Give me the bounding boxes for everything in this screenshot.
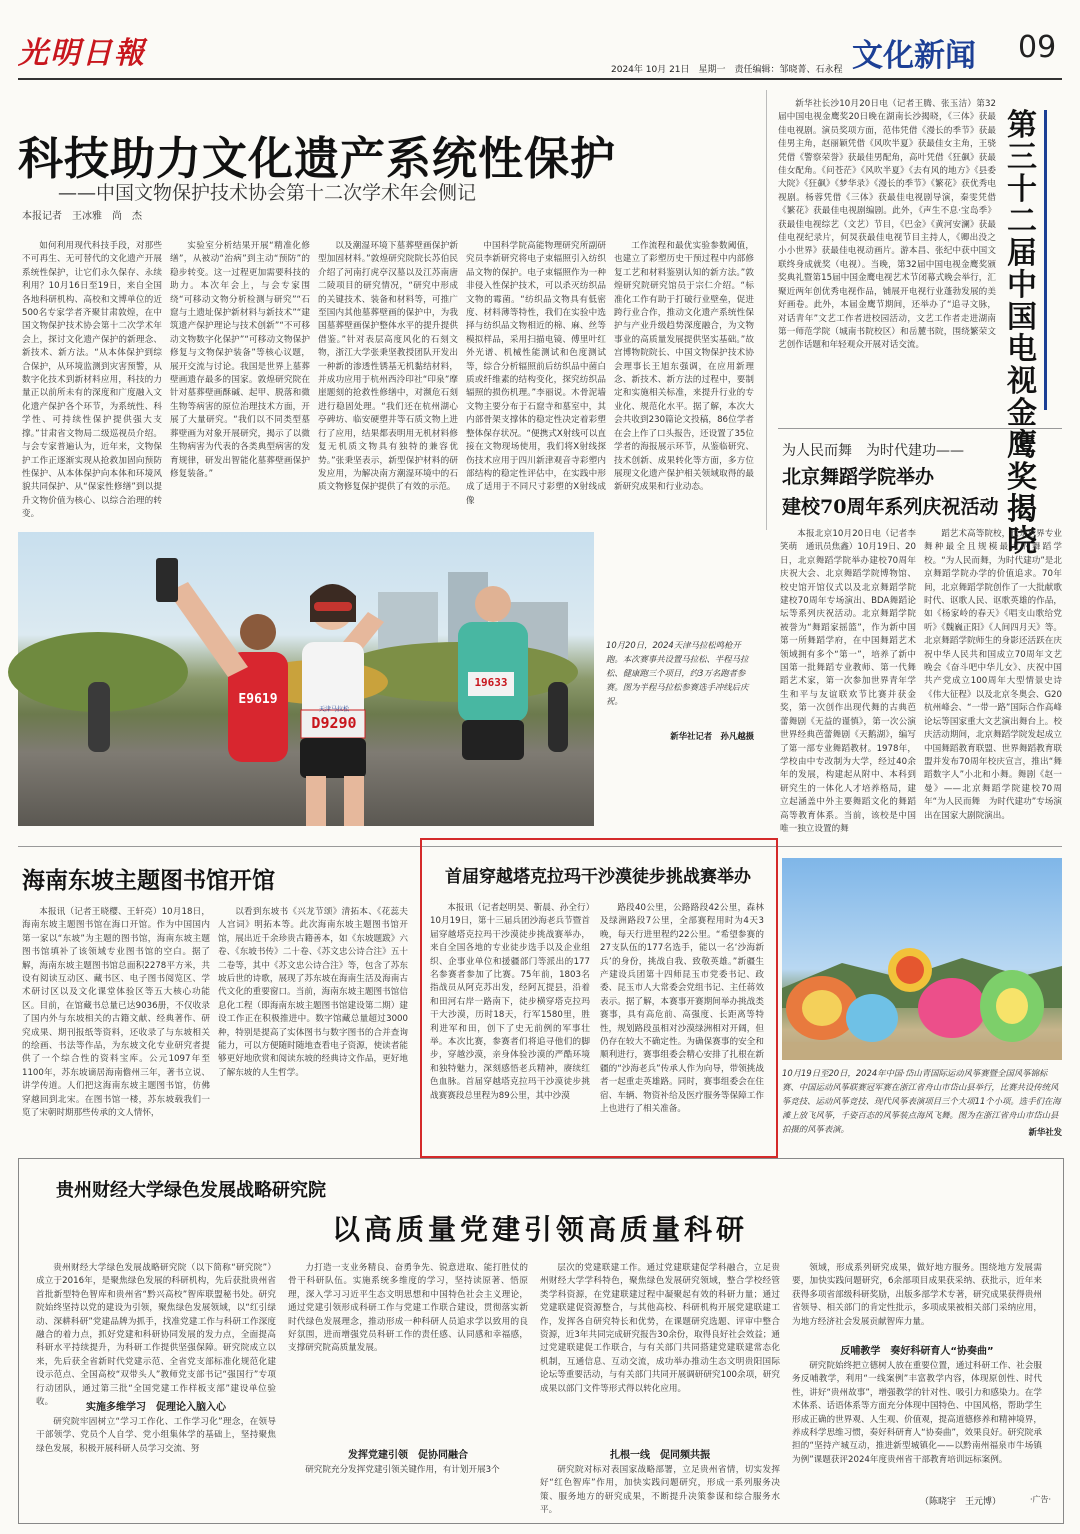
guizhou-column-3: 层次的党建联建工作。通过党建联建促学科融合，立足贵州财经大学学科特色，聚焦绿色发展研究领域，整合学校经管类学科资源，在党建联建过程中凝聚起有效的科研力量；通过党建联建促资源整合，与其他高校、科研机构开展党建联建工作，发挥各自研究特长和优势，在课题研究选题、评审中整合资源，近3年共同完成研究报告30余份，取得良好社会效益；通过党建联建促工作联合，与有关部门共同搭建党建联建常态化机制，互通信息、互动交流，成功举办推动生态文明贵阳国际论坛等重要活动，与有关部门共同开展调研研究100余项，研究成果以部门文件等形式得以转化应用。	[540, 1263, 780, 1394]
newspaper-logo: 光明日報	[18, 36, 146, 71]
guizhou-subhead-2: 发挥党建引领 促协同融合	[348, 1450, 468, 1461]
kite-photo	[782, 858, 1062, 1060]
desert-column-1: 本报讯（记者赵明昊、靳晨、孙全行）10月19日，第十三届兵团沙海老兵节暨首届穿越塔克拉玛干沙漠徒步挑战赛举办，来自全国各地的专业徒步选手以及企业组织、企事业单位和援疆部门等派出的177名参赛者参加了比赛。75年前，1803名指战员从阿克苏出发，经阿瓦提县，沿着和田河右岸一路南下，徒步横穿塔克拉玛干大沙漠，历时18天，行军1580里，胜利进军和田，创下了史无前例的军事壮举。本次比赛，参赛者们将追寻他们的脚步，穿越沙漠，亲身体验沙漠的严酷环境和独特魅力，深刻感悟老兵精神，赓续红色血脉。首届穿越塔克拉玛干沙漠徒步挑战赛赛段总里程为89公里，其中沙漠	[430, 903, 590, 1101]
section-title: 文化新闻	[852, 38, 976, 74]
guizhou-column-2: 力打造一支业务精良、奋勇争先、锐意进取、能打胜仗的骨干科研队伍。实施系统多维度的学习，坚持读原著、悟原理，深入学习习近平生态文明思想和中国特色社会主义理论，通过党建引领形成科研工作与党建工作联合建设，贯彻落实新时代绿色发展理念，推动形成一种科研人员追求学以致用的良好氛围，进而增强党员科研工作的责任感、认同感和幸福感，支撑研究院高质量发展。	[288, 1263, 528, 1354]
column-divider	[766, 90, 767, 530]
kite-caption: 10月19日至20日，2024年中国·岱山青国际运动风筝赛暨全国风筝锦标赛、中国运动风筝联赛冠军赛在浙江省舟山市岱山县举行，比赛共设传统风筝竞技、运动风筝竞技、现代风筝表演项目三个大项11个小项。选手们在海滩上放飞风筝，千姿百态的风筝装点海风飞舞。图为在浙江省舟山市岱山县拍摄的风筝表演。	[782, 1068, 1061, 1134]
guizhou-subhead-3: 扎根一线 促同频共振	[610, 1450, 710, 1461]
lead-column-2: 实验室分析结果开展“精准化修缮”，从被动“治病”到主动“预防”的稳步转变。这一过程更加需要科技的助力。本次年会上，与会专家围绕“可移动文物分析检测与研究”“石窟与土遗址保护新材料与新技术”“建筑遗产保护理论与技术创新”“不可移动文物数字化保护”“可移动文物保护修复与文物保护装备”等核心议题，展开交流与讨论。我国是世界上墓葬壁画遗存最多的国家。敦煌研究院在针对墓葬壁画酥碱、起甲、脱落和微生物等病害的原位治理技术方面，开展了大量研究。“我们以不同类型墓葬壁画为对象开展研究，揭示了以微生物病害为代表的各类典型病害的发育规律，研发出智能化墓葬壁画保护修复装备。”	[170, 241, 310, 479]
page-number: 09	[1018, 30, 1057, 65]
dance-headline-2: 建校70周年系列庆祝活动	[782, 496, 999, 518]
lead-column-1: 如何利用现代科技手段，对那些不可再生、无可替代的文化遗产开展系统性保护，让它们永久保存、永续利用？10月16日至19日，来自全国各地科研机构、高校和文博单位的近500名专家学者齐聚甘肃敦煌，在中国文物保护技术协会第十二次学术年会上，探讨文化遗产保护的新理念、新技术、新方法。“从本体保护到综合保护，从环境监测到灾害预警，从数字化技术到新材料应用，科技的力量正以前所未有的深度和广度融入文化遗产保护各个环节，为系统性、科学性、可持续性保护提供强大支撑。”甘肃省文物局二级巡视员介绍。与会专家普遍认为，近年来，文物保护工作正逐渐实现从抢救加固向预防性保护、从本体保护向本体和环境风貌共同保护、从“保家性修缮”到以提升文物价值为核心、以综合治理的转变。	[22, 241, 162, 520]
guizhou-column-1b: 研究院牢固树立“学习工作化、工作学习化”理念，在领导干部领学、党员个人自学、党小组集体学的基础上，坚持聚焦绿色发展，积极开展科研人员学习交流、努	[36, 1417, 276, 1454]
guizhou-headline: 以高质量党建引领高质量科研	[331, 1213, 748, 1246]
lead-byline: 本报记者 王冰雅 尚 杰	[22, 211, 142, 222]
dateline: 2024年 10月 21日 星期一 责任编辑：邹晓菁、石永程	[611, 65, 843, 75]
library-column-1: 本报讯（记者王晓樱、王轩亮）10月18日，海南东坡主题图书馆在海口开馆。作为中国国内第一家以“东坡”为主题的图书馆，海南东坡主题图书馆填补了该领域专业图书馆的空白。据了解，海南东坡主题图书馆总面积2278平方米，共设有阅读互动区、藏书区、电子图书阅览区、学术研讨区以及文化课堂体验区等五大核心功能区。目前，在馆藏书总量已达9036册，不仅收录了国内外与东坡相关的古籍文献、经典著作、研究成果、期刊报纸等资料，还收录了与东坡相关的绘画、书法等作品，为东坡文化专业研究者提供了一个综合性的资料宝库。公元1097年至1100年，苏东坡谪居海南儋州三年，著书立说、讲学传道。人们把这海南东坡主题图书馆，仿佛穿越回到北宋。在图书馆一楼，苏东坡载我们一览了宋朝时期那些传承的文人情怀，	[22, 907, 210, 1119]
dance-kicker: 为人民而舞 为时代建功——	[782, 443, 964, 459]
tv-award-vertical-headline: 第三十二届中国电视金鹰奖揭晓	[1007, 108, 1037, 559]
lead-headline: 科技助力文化遗产系统性保护	[18, 132, 617, 185]
marathon-photo	[18, 532, 594, 826]
masthead-rule	[18, 78, 1062, 80]
guizhou-column-1: 贵州财经大学绿色发展战略研究院（以下简称“研究院”）成立于2016年，是聚焦绿色发展的科研机构，先后获批贵州省首批新型特色智库和贵州省“黔兴高校”智库联盟秘书处。研究院始终坚持以党的建设为引领，聚焦绿色发展领域，以“红引绿动、深耕科研”党建品牌为抓手，找准党建工作与科研工作深度融合的着力点，抓好党建和科研协同发展的发力点，全面提高科研水平持续提升，为科研工作提供坚强保障。研究院成立以来，先后获全省新时代党建示范、全省党支部标准化规范化建设示范点、全国高校“双带头人”教师党支部书记“强国行”专项行动团队，通过第三批“全国党建工作样板支部”建设单位验收。	[36, 1263, 276, 1408]
right-runner-bib: 19633	[474, 676, 508, 689]
kite-credit: 新华社发	[1028, 1127, 1062, 1137]
guizhou-column-3b: 研究院对标对表国家战略部署，立足贵州省情，切实发挥好“红色智库”作用，加快实践问题研究，形成一系列服务决策、服务地方的研究成果，不断提升决策参谋和综合服务水平。	[540, 1465, 780, 1516]
left-runner-bib: E9619	[238, 692, 278, 707]
guizhou-column-4: 领域，形成系列研究成果，做好地方服务。围绕地方发展需要，加快实践问题研究，6余部项目成果获采纳、获批示，近年来获得多项省部级科研奖励，出版多部学术专著，研究成果获得贵州省领导、相关部门的肯定性批示，多项成果被相关部门采纳应用，为地方经济社会发展贡献智库力量。	[792, 1263, 1042, 1327]
lead-column-4: 中国科学院高能物理研究所副研究员李新研究将电子束辐照引入纺织品文物的保护。电子束辐照作为一种非侵入性保护技术，可以杀灭纺织品文物的霉菌。“纺织品文物具有低密度、材料薄等特性，我们在实验中选择与纺织品文物相近的棉、麻、丝等模拟样品，采用扫描电镜、傅里叶红外光谱、机械性能测试和色度测试等，综合分析辐照前后纺织品中菌白质或纤维素的结构变化，探究纺织品辐照的损伤机理。”李丽说。木骨泥墙文物主要分布于石窟寺和墓室中，其内部骨架支撑体的稳定性决定着彩塑整体保存状况。“便携式X射线可以直接在文物现场使用，我们将X射线探伤技术应用于四川新津观音寺彩塑内部结构的稳定性评估中，在实践中形成了适用于不同尺寸彩塑的X射线成像	[466, 241, 606, 506]
dance-column-2: 蹈艺术高等院校，也是世界专业舞种最全且规模最大的舞蹈学校。“为人民而舞，为时代建功”是北京舞蹈学院办学的价值追求。70年间，北京舞蹈学院创作了一大批献歌时代、讴歌人民、讴歌英雄的作品，如《杨家岭的春天》《唱支山歌给党听》《魏巍正阳》《人间四月天》等。北京舞蹈学院师生的身影还活跃在庆祝中华人民共和国成立70周年文艺晚会《奋斗吧中华儿女》、庆祝中国共产党成立100周年大型情景史诗《伟大征程》以及北京冬奥会、G20杭州峰会、“一带一路”国际合作高峰论坛等国家重大文艺演出舞台上。校庆活动期间，北京舞蹈学院发起成立中国舞蹈教育联盟、世界舞蹈教育联盟并发布70周年校庆宣言，推出“舞蹈数字人”小北和小舞。舞剧《赵一曼》——北京舞蹈学院建校70周年“为人民而舞 为时代建功”专场演出在国家大剧院演出。	[924, 529, 1062, 821]
tv-award-body: 新华社长沙10月20日电（记者王腾、张玉洁）第32届中国电视金鹰奖20日晚在湖南长沙揭晓，《三体》获最佳电视剧。演员奖项方面，范伟凭借《漫长的季节》获最佳男主角，赵丽颖凭借《风吹半夏》获最佳女主角，王骁凭借《警察荣誉》获最佳男配角，高叶凭借《狂飙》获最佳女配角。《问苍茫》《风吹半夏》《去有风的地方》《县委大院》《狂飙》《梦华录》《漫长的季节》《繁花》获优秀电视剧。杨蓉凭借《三体》获最佳电视剧导演，秦雯凭借《繁花》获最佳电视剧编剧。此外，《声生不息·宝岛季》获最佳电视综艺（文艺）节目，《巴金》《黄河安澜》获最佳电视纪录片，何炅获最佳电视节目主持人，《卿出没之小小世界》获最佳电视动画片。游本昌、张纪中获中国文联终身成就奖（电视）。当晚，第32届中国电视金鹰奖颁奖典礼暨第15届中国金鹰电视艺术节闭幕式晚会举行，汇聚近两年创优秀电视作品，铺展开电视行业蓬勃发展的美好画卷。此外，本届金鹰节期间，还举办了“追寻文脉，对话青年”文艺工作者进校园活动，文艺工作者走进湖南第一师范学院（城南书院校区）和岳麓书院，围绕繁荣文艺创作话题和年轻观众开展对话交流。	[778, 99, 996, 351]
marathon-credit: 新华社记者 孙凡越摄	[670, 731, 754, 741]
advertisement-mark: ·广告·	[1030, 1495, 1052, 1504]
library-headline: 海南东坡主题图书馆开馆	[22, 867, 275, 894]
guizhou-column-2b: 研究院充分发挥党建引领关键作用，有计划开展3个	[305, 1465, 500, 1475]
library-column-2: 以看到东坡书《兴龙节颂》清拓本、《花蕊夫人宫词》明拓本等。此次海南东坡主题图书馆开馆，展出近千余珍贵古籍善本，如《东坡题跋》六卷、《东坡书传》二十卷、《苏文忠公诗合注》五十二卷等，其中《苏文忠公诗合注》等，包含了苏东坡后世的诗歌，展现了苏东坡在海南生活及海南古代文化的重要窗口。当前，海南东坡主题图书馆信息化工程（即海南东坡主题图书馆建设第二期）建设工作正在积极推进中。数字馆藏总量超过3000种，特别是提高了实体图书与数字图书的合并查询能力，可以方便随时随地查看电子资源，使读者能够更好地欣赏和阅读东坡的经典诗文作品，更好地了解东坡的人生哲学。	[218, 907, 408, 1078]
desert-headline: 首届穿越塔克拉玛干沙漠徒步挑战赛举办	[445, 867, 751, 887]
guizhou-signature: （陈晓宇 王元博）	[920, 1497, 1002, 1507]
dance-column-1: 本报北京10月20日电（记者李笑萌 通讯员焦鑫）10月19日、20日，北京舞蹈学院举办建校70周年庆祝大会、北京舞蹈学院博物馆、校史馆开馆仪式以及北京舞蹈学院建校70周年专场演出、BDA舞蹈论坛等系列庆祝活动。北京舞蹈学院被誉为“舞蹈家摇篮”，作为新中国第一所舞蹈学府，在中国舞蹈艺术领域拥有多个“第一”，培养了新中国第一批舞蹈专业教师、第一代舞蹈艺术家，第一次参加世界青年学生和平与友谊联欢节比赛并获金奖，第一次创作出现代舞的古典芭蕾舞剧《无益的谨慎》，第一次公演世界经典芭蕾舞剧《天鹅湖》，编写了第一部专业舞蹈教材。1978年，学校由中专改制为大学，经过40余年的发展，构建起从附中、本科到研究生的一体化人才培养格局，建立起涵盖中外主要舞蹈文化的舞蹈高等教育体系。当前，该校是中国唯一独立设置的舞	[780, 529, 916, 834]
bib-sponsor: 天津马拉松	[318, 706, 349, 713]
lead-column-5: 工作流程和最优实验参数阈值，也建立了彩塑历史干预过程中内部修复工艺和材料鉴别认知的新方法。”敦煌研究院研究馆员于宗仁介绍。“标准化工作有助于打破行业壁垒，促进跨行业合作，推动文化遗产系统性保护与产业升级趋势深度融合，为文物事业的高质量发展提供坚实基础。”故宫博物院院长、中国文物保护技术协会理事长王旭东强调，在应用新理念、新技术、新方法的过程中，要制定和实施相关标准，来提升行业的专业化、规范化水平。据了解，本次大会共收到230篇论文投稿，86位学者在会上作了口头报告，还设置了35位学者的海报展示环节，从鉴临研究、技术创新、成果转化等方面，多方位展现文化遗产保护相关领域取得的最新研究成果和行业动态。	[614, 241, 754, 493]
kite-scene	[782, 858, 1062, 1060]
marathon-caption: 10月20日，2024天津马拉松鸣枪开跑。本次赛事共设置马拉松、半程马拉松、健康跑三个项目，约3万名跑者参赛。图为半程马拉松参赛选手冲线后庆祝。	[606, 640, 749, 706]
lead-subheadline: ——中国文物保护技术协会第十二次学术年会侧记	[58, 182, 477, 204]
guizhou-subhead-4: 反哺教学 奏好科研育人“协奏曲”	[840, 1346, 994, 1357]
desert-column-2: 路段40公里，公路路段42公里，森林及绿洲路段7公里，全部赛程用时为4天3晚，每天行进里程约22公里。“希望参赛的27支队伍的177名选手，能以一名‘沙海新兵’的身份，挑战自我、致敬英雄。”新疆生产建设兵团第十四师昆玉市党委书记、政委、昆玉市人大常委会党组书记、主任蒋效表示。据了解，本赛事开赛期间举办挑战类赛事，具有高危前、高强度、长距离等特性，规划路段虽相对沙漠绿洲相对开阔，但仍存在较大不确定性。为确保赛事的安全和顺利进行，赛事组委会精心安排了扎根在新疆的“沙海老兵”传承人作为向导，带领挑战者一起重走英雄路。同时，赛事组委会在住宿、车辆、物资补给及医疗服务等保障工作上也进行了相关准备。	[600, 903, 764, 1115]
dance-headline-1: 北京舞蹈学院举办	[782, 466, 935, 488]
guizhou-subhead-1: 实施多维学习 促理论入脑入心	[86, 1402, 226, 1413]
guizhou-column-4b: 研究院始终把立德树人放在重要位置，通过科研工作、社会服务反哺教学，利用“一线案例”丰富教学内容，体现原创性、时代性，讲好“贵州故事”，增强教学的针对性、吸引力和感染力。在学术体系、话语体系等方面充分体现中国特色、中国风格，帮助学生形成正确的世界观、人生观、价值观，提高道德修养和精神境界，养成科学思维习惯，奏好科研育人“协奏曲”，效果良好。研究院承担的“坚持产城互动，推进新型城镇化——以黔南州福泉市牛场镇为例”课题获评2024年度贵州省干部教育培训远标案例。	[792, 1361, 1042, 1465]
tv-award-accent-bar	[1044, 110, 1047, 410]
main-runner-bib: D9290	[311, 714, 357, 732]
guizhou-org-title: 贵州财经大学绿色发展战略研究院	[56, 1180, 326, 1201]
section-rule	[778, 428, 1062, 429]
lead-column-3: 以及潮湿环境下墓葬壁画保护新型加固材料。”敦煌研究院院长苏伯民介绍了河南打虎亭汉墓以及江苏南唐二陵项目的研究情况，“研究中形成的关键技术、装备和材料等，可推广至国内其他墓葬壁画的保护中，为我国墓葬壁画保护整体水平的提升提供借鉴。”针对表层高度风化的石刻文物，浙江大学张秉坚教授团队开发出一种新的渗透性锈基无机黏结材料，并成功应用于杭州西泠印社“印泉”摩崖题刻的抢救性修缮中，对濒危石刻进行稳固处理。“我们还在杭州湖心亭碑坊、临安硬塑井等石质文物上进行了应用，结果都表明用无机材料修复无机质文物具有独特的兼容优势。”张秉坚表示，新型保护材料的研发应用，为解决南方潮湿环境中的石质文物修复保护提供了有效的示范。	[318, 241, 458, 493]
